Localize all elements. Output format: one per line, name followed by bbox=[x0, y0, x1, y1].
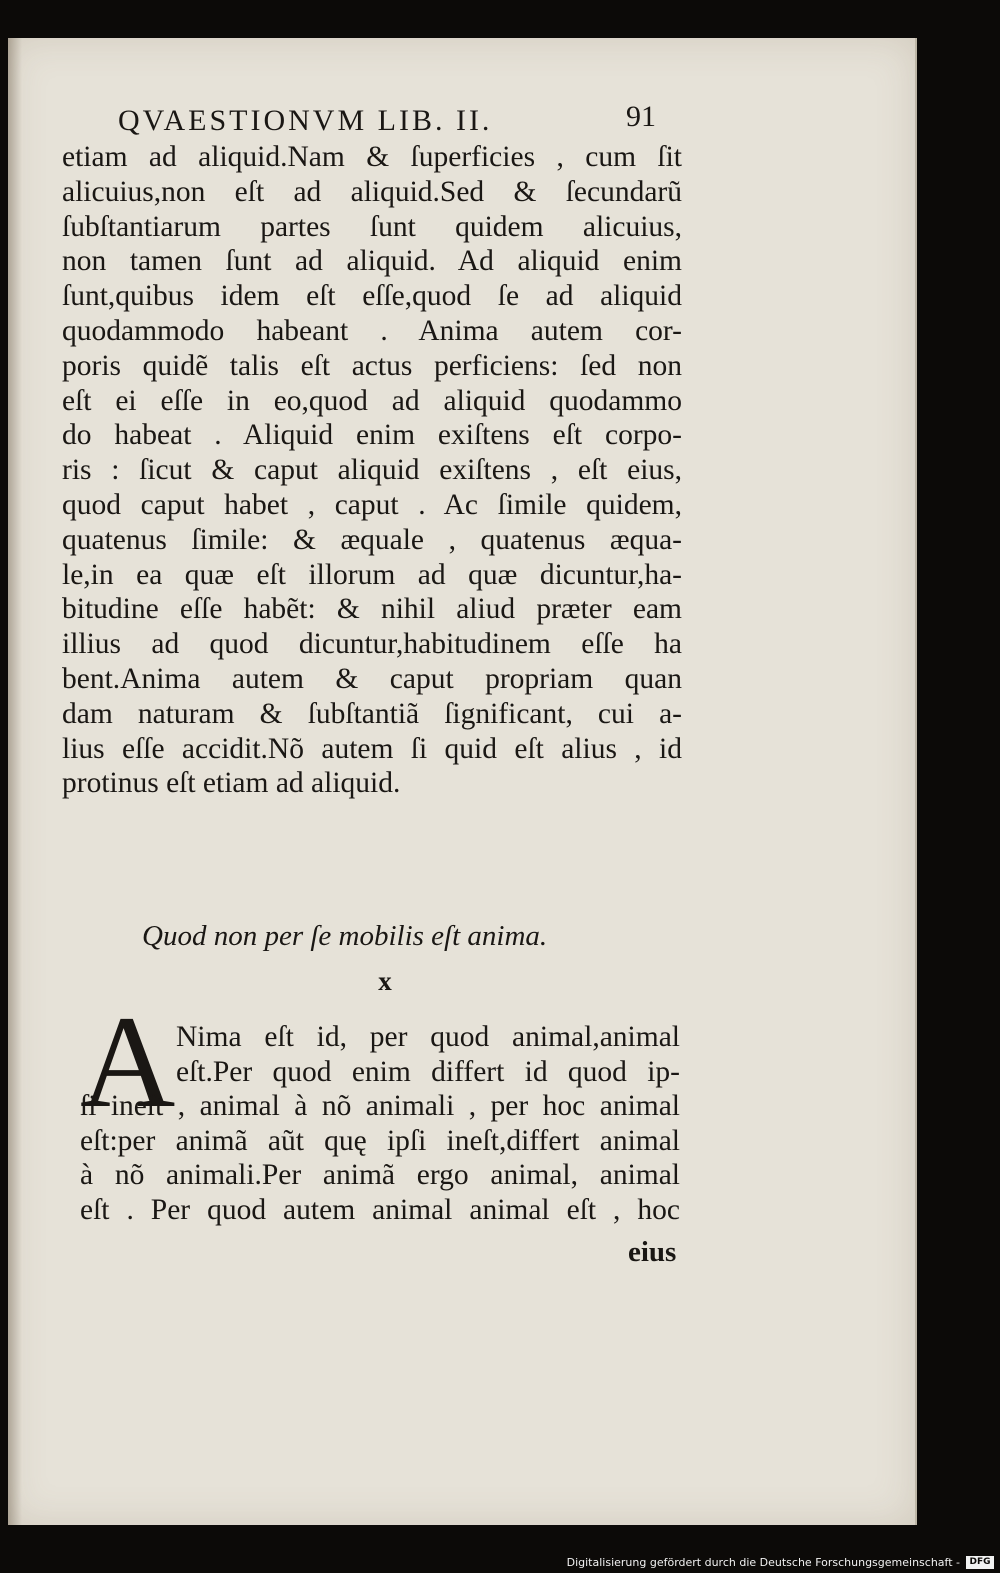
drop-cap-initial: A bbox=[80, 988, 176, 1135]
page-number: 91 bbox=[626, 100, 656, 133]
text-line: eſt.Per quod enim differt id quod ip- bbox=[176, 1055, 680, 1088]
text-line: lius eſſe accidit.Nõ autem ſi quid eſt alius , id bbox=[62, 732, 682, 765]
second-paragraph bbox=[80, 1020, 680, 1228]
dfg-logo: DFG bbox=[966, 1556, 994, 1569]
text-line: etiam ad aliquid.Nam & ſuperficies , cum ſit bbox=[62, 141, 682, 173]
text-line: bitudine eſſe habẽt: & nihil aliud præter eam bbox=[62, 593, 682, 626]
text-line: ſi ineſt , animal à nõ animali , per hoc animal bbox=[80, 1090, 680, 1123]
text-line: non tamen ſunt ad aliquid. Ad aliquid enim bbox=[62, 245, 682, 278]
footer-bar bbox=[0, 1549, 1000, 1573]
page-gutter-shadow bbox=[8, 38, 22, 1525]
body-paragraph bbox=[62, 140, 682, 801]
text-line: poris quidẽ talis eſt actus perficiens: ſed non bbox=[62, 349, 682, 382]
text-line: protinus eſt etiam ad aliquid. bbox=[62, 767, 401, 800]
text-line: quod caput habet , caput . Ac ſimile quidem, bbox=[62, 488, 682, 521]
text-line: illius ad quod dicuntur,habitudinem eſſe ha bbox=[62, 628, 682, 661]
text-line: à nõ animali.Per animã ergo animal, animal bbox=[80, 1159, 680, 1192]
text-line: le,in ea quæ eſt illorum ad quæ dicuntur,ha- bbox=[62, 558, 682, 591]
running-head-title: QVAESTIONVM LIB. II. bbox=[118, 104, 493, 137]
text-line: dam naturam & ſubſtantiã ſignificant, cui a- bbox=[62, 697, 682, 730]
text-line: bent.Anima autem & caput propriam quan bbox=[62, 662, 682, 695]
text-line: eſt ei eſſe in eo,quod ad aliquid quodammo bbox=[62, 384, 682, 417]
text-line: eſt . Per quod autem animal animal eſt , hoc bbox=[80, 1193, 680, 1226]
text-line: do habeat . Aliquid enim exiſtens eſt corpo- bbox=[62, 419, 682, 452]
text-line: alicuius,non eſt ad aliquid.Sed & ſecundarũ bbox=[62, 175, 682, 208]
funding-credit: Digitalisierung gefördert durch die Deutsche Forschungsgemeinschaft - bbox=[566, 1556, 960, 1569]
catchword: eius bbox=[628, 1236, 677, 1268]
section-number: x bbox=[378, 966, 392, 996]
text-line: quodammodo habeant . Anima autem cor- bbox=[62, 314, 682, 347]
text-line: ris : ſicut & caput aliquid exiſtens , eſt eius, bbox=[62, 454, 682, 487]
text-line: Nima eſt id, per quod animal,animal bbox=[176, 1021, 680, 1053]
text-line: eſt:per animã aũt quę ipſi ineſt,differt animal bbox=[80, 1124, 680, 1157]
text-line: ſunt,quibus idem eſt eſſe,quod ſe ad aliquid bbox=[62, 280, 682, 313]
text-line: quatenus ſimile: & æquale , quatenus æqua- bbox=[62, 523, 682, 556]
text-line: ſubſtantiarum partes ſunt quidem alicuius, bbox=[62, 210, 682, 243]
section-heading: Quod non per ſe mobilis eſt anima. bbox=[142, 920, 548, 952]
